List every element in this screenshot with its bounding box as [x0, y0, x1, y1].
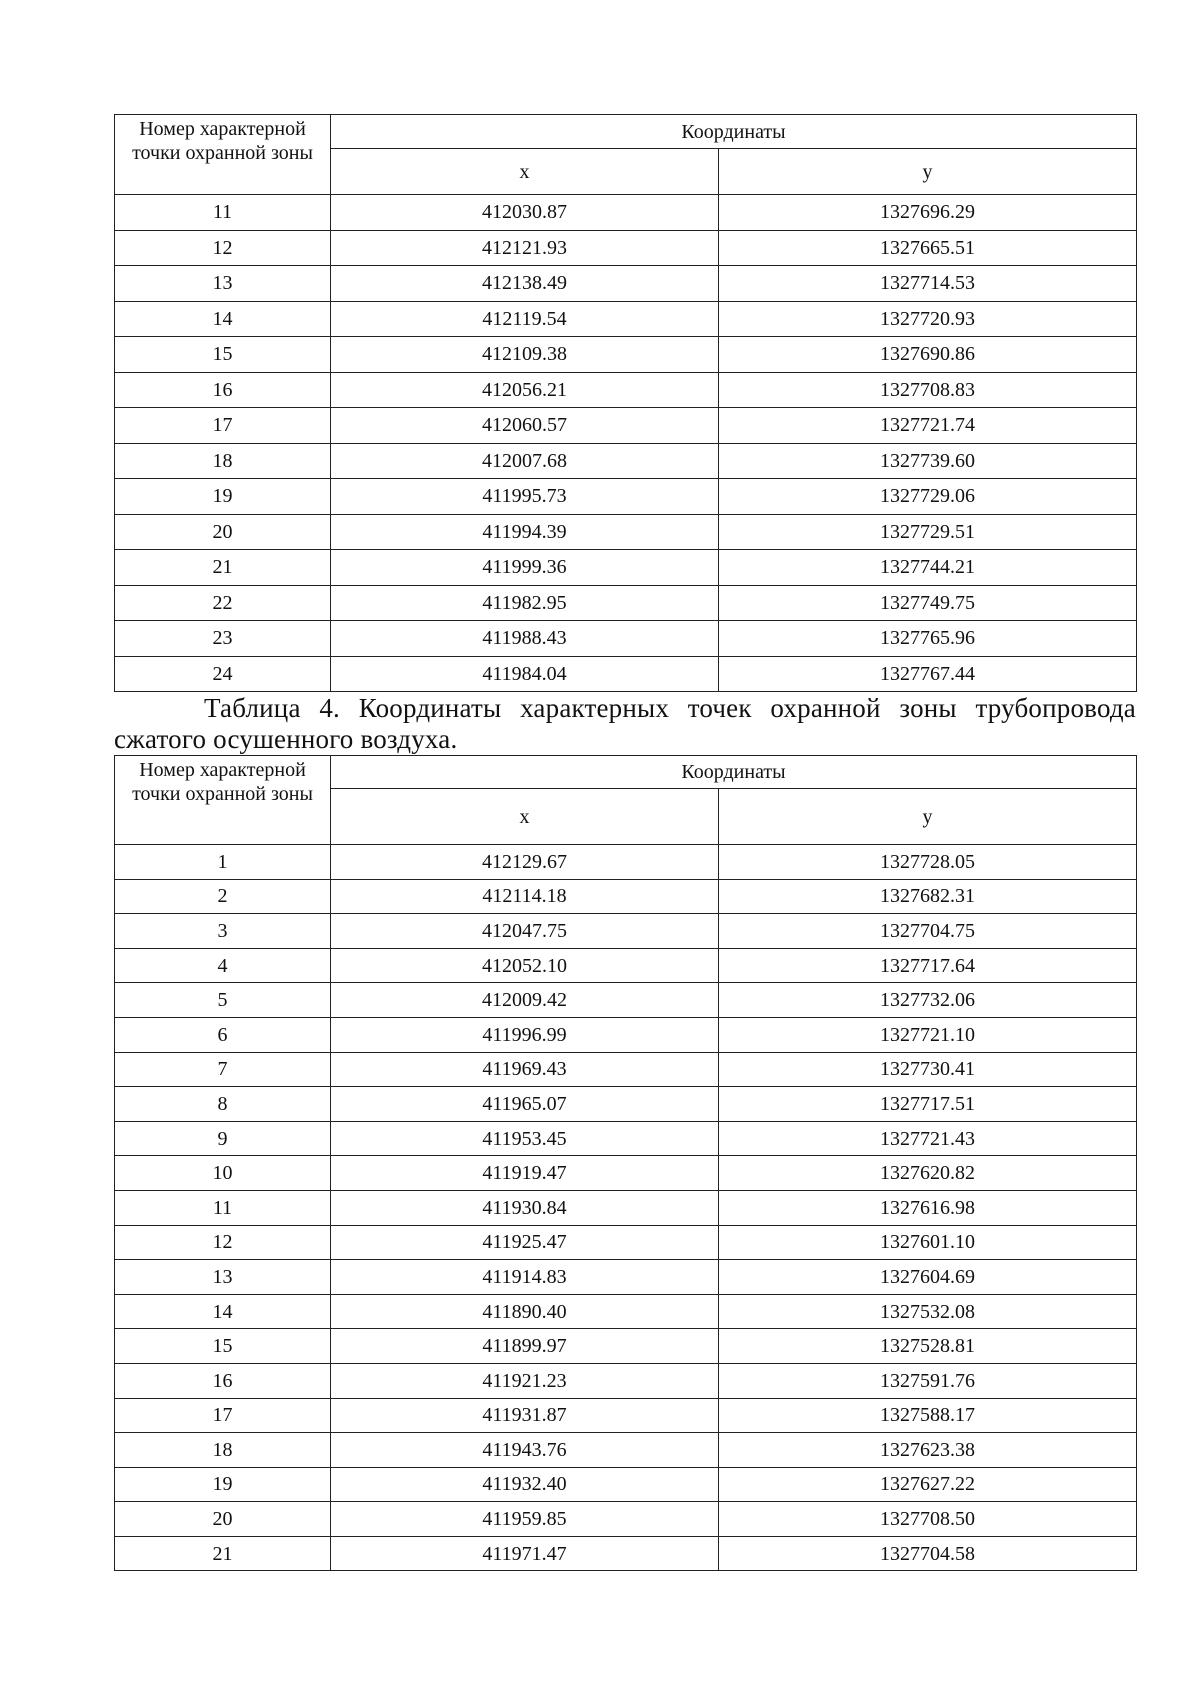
- header-x: x: [331, 789, 719, 845]
- cell-point-number: 5: [115, 983, 331, 1018]
- header-point-number: Номер характерной точки охранной зоны: [115, 115, 331, 195]
- table-caption-text: Таблица 4. Координаты характерных точек охранной зоны трубопровода сжатого осушенного воздуха.: [114, 693, 1136, 754]
- cell-point-number: 14: [115, 301, 331, 337]
- table-row: [115, 266, 1137, 302]
- table-row: [115, 1121, 1137, 1156]
- table-row: [115, 585, 1137, 621]
- cell-point-number: 11: [115, 1190, 331, 1225]
- table-row: [115, 1536, 1137, 1571]
- cell-point-number: 13: [115, 1260, 331, 1295]
- cell-point-number: 1: [115, 845, 331, 880]
- cell-x: 411984.04: [331, 656, 719, 692]
- coordinates-table-continued: [114, 114, 1137, 692]
- table-row: [115, 301, 1137, 337]
- cell-point-number: 20: [115, 514, 331, 550]
- cell-point-number: 17: [115, 1398, 331, 1433]
- cell-x: 412030.87: [331, 195, 719, 231]
- cell-x: 411931.87: [331, 1398, 719, 1433]
- cell-point-number: 3: [115, 914, 331, 949]
- table-header-row: [115, 115, 1137, 149]
- cell-y: 1327704.58: [719, 1536, 1137, 1571]
- cell-x: 412109.38: [331, 337, 719, 373]
- cell-x: 411899.97: [331, 1329, 719, 1364]
- header-x: x: [331, 149, 719, 195]
- table-row: [115, 337, 1137, 373]
- cell-y: 1327690.86: [719, 337, 1137, 373]
- coordinates-table-4: [114, 755, 1137, 1571]
- cell-x: 412119.54: [331, 301, 719, 337]
- cell-y: 1327717.64: [719, 948, 1137, 983]
- cell-x: 411995.73: [331, 479, 719, 515]
- table-row: [115, 845, 1137, 880]
- cell-x: 411890.40: [331, 1294, 719, 1329]
- table-row: [115, 879, 1137, 914]
- cell-point-number: 11: [115, 195, 331, 231]
- table-row: [115, 1156, 1137, 1191]
- cell-x: 411943.76: [331, 1433, 719, 1468]
- table-row: [115, 1398, 1137, 1433]
- table-row: [115, 1467, 1137, 1502]
- table-row: [115, 550, 1137, 586]
- table-row: [115, 1052, 1137, 1087]
- header-y: y: [719, 789, 1137, 845]
- cell-x: 411988.43: [331, 621, 719, 657]
- table-row: [115, 1190, 1137, 1225]
- cell-y: 1327665.51: [719, 230, 1137, 266]
- table-row: [115, 948, 1137, 983]
- cell-x: 412047.75: [331, 914, 719, 949]
- cell-x: 411919.47: [331, 1156, 719, 1191]
- table-row: [115, 1225, 1137, 1260]
- cell-point-number: 14: [115, 1294, 331, 1329]
- cell-x: 411971.47: [331, 1536, 719, 1571]
- cell-y: 1327767.44: [719, 656, 1137, 692]
- table-row: [115, 1329, 1137, 1364]
- cell-x: 411921.23: [331, 1363, 719, 1398]
- cell-point-number: 13: [115, 266, 331, 302]
- cell-y: 1327704.75: [719, 914, 1137, 949]
- header-y: y: [719, 149, 1137, 195]
- cell-point-number: 20: [115, 1502, 331, 1537]
- cell-y: 1327623.38: [719, 1433, 1137, 1468]
- table-row: [115, 1502, 1137, 1537]
- table-row: [115, 621, 1137, 657]
- table-row: [115, 479, 1137, 515]
- cell-point-number: 24: [115, 656, 331, 692]
- table-caption: [114, 693, 1136, 755]
- cell-x: 412114.18: [331, 879, 719, 914]
- cell-point-number: 12: [115, 1225, 331, 1260]
- cell-y: 1327591.76: [719, 1363, 1137, 1398]
- cell-x: 411969.43: [331, 1052, 719, 1087]
- cell-y: 1327765.96: [719, 621, 1137, 657]
- cell-y: 1327720.93: [719, 301, 1137, 337]
- cell-x: 411982.95: [331, 585, 719, 621]
- table-row: [115, 1017, 1137, 1052]
- table-header-row: [115, 756, 1137, 789]
- cell-y: 1327729.06: [719, 479, 1137, 515]
- cell-point-number: 19: [115, 1467, 331, 1502]
- cell-x: 411999.36: [331, 550, 719, 586]
- cell-point-number: 15: [115, 1329, 331, 1364]
- cell-y: 1327744.21: [719, 550, 1137, 586]
- cell-y: 1327732.06: [719, 983, 1137, 1018]
- cell-point-number: 16: [115, 372, 331, 408]
- table-row: [115, 195, 1137, 231]
- cell-point-number: 18: [115, 1433, 331, 1468]
- table-row: [115, 914, 1137, 949]
- table-row: [115, 1433, 1137, 1468]
- cell-y: 1327682.31: [719, 879, 1137, 914]
- cell-x: 411930.84: [331, 1190, 719, 1225]
- cell-y: 1327730.41: [719, 1052, 1137, 1087]
- table-row: [115, 443, 1137, 479]
- cell-y: 1327627.22: [719, 1467, 1137, 1502]
- cell-y: 1327620.82: [719, 1156, 1137, 1191]
- cell-point-number: 2: [115, 879, 331, 914]
- cell-point-number: 18: [115, 443, 331, 479]
- cell-x: 412007.68: [331, 443, 719, 479]
- cell-x: 411996.99: [331, 1017, 719, 1052]
- cell-x: 412060.57: [331, 408, 719, 444]
- cell-x: 412121.93: [331, 230, 719, 266]
- cell-point-number: 22: [115, 585, 331, 621]
- cell-y: 1327729.51: [719, 514, 1137, 550]
- header-point-number: Номер характерной точки охранной зоны: [115, 756, 331, 845]
- cell-y: 1327721.74: [719, 408, 1137, 444]
- cell-y: 1327721.43: [719, 1121, 1137, 1156]
- table-row: [115, 1087, 1137, 1122]
- table-row: [115, 1294, 1137, 1329]
- cell-y: 1327721.10: [719, 1017, 1137, 1052]
- cell-point-number: 15: [115, 337, 331, 373]
- cell-point-number: 7: [115, 1052, 331, 1087]
- cell-x: 412009.42: [331, 983, 719, 1018]
- cell-y: 1327717.51: [719, 1087, 1137, 1122]
- cell-y: 1327601.10: [719, 1225, 1137, 1260]
- table-row: [115, 983, 1137, 1018]
- table-row: [115, 514, 1137, 550]
- cell-y: 1327714.53: [719, 266, 1137, 302]
- cell-point-number: 16: [115, 1363, 331, 1398]
- cell-x: 411994.39: [331, 514, 719, 550]
- cell-point-number: 8: [115, 1087, 331, 1122]
- cell-point-number: 4: [115, 948, 331, 983]
- cell-x: 411953.45: [331, 1121, 719, 1156]
- cell-x: 412138.49: [331, 266, 719, 302]
- cell-y: 1327532.08: [719, 1294, 1137, 1329]
- cell-point-number: 19: [115, 479, 331, 515]
- cell-y: 1327708.50: [719, 1502, 1137, 1537]
- cell-point-number: 21: [115, 1536, 331, 1571]
- cell-y: 1327604.69: [719, 1260, 1137, 1295]
- cell-y: 1327616.98: [719, 1190, 1137, 1225]
- table-row: [115, 408, 1137, 444]
- cell-point-number: 23: [115, 621, 331, 657]
- cell-x: 411932.40: [331, 1467, 719, 1502]
- table-row: [115, 230, 1137, 266]
- cell-x: 412129.67: [331, 845, 719, 880]
- cell-x: 411914.83: [331, 1260, 719, 1295]
- table-row: [115, 372, 1137, 408]
- cell-y: 1327749.75: [719, 585, 1137, 621]
- cell-x: 412052.10: [331, 948, 719, 983]
- cell-point-number: 21: [115, 550, 331, 586]
- cell-x: 411925.47: [331, 1225, 719, 1260]
- cell-point-number: 6: [115, 1017, 331, 1052]
- header-coordinates: Координаты: [331, 756, 1137, 789]
- cell-y: 1327696.29: [719, 195, 1137, 231]
- cell-y: 1327528.81: [719, 1329, 1137, 1364]
- cell-x: 411965.07: [331, 1087, 719, 1122]
- cell-x: 411959.85: [331, 1502, 719, 1537]
- cell-x: 412056.21: [331, 372, 719, 408]
- cell-y: 1327728.05: [719, 845, 1137, 880]
- cell-point-number: 12: [115, 230, 331, 266]
- cell-y: 1327588.17: [719, 1398, 1137, 1433]
- cell-point-number: 17: [115, 408, 331, 444]
- cell-point-number: 10: [115, 1156, 331, 1191]
- table-row: [115, 656, 1137, 692]
- table-row: [115, 1260, 1137, 1295]
- cell-y: 1327708.83: [719, 372, 1137, 408]
- header-coordinates: Координаты: [331, 115, 1137, 149]
- cell-y: 1327739.60: [719, 443, 1137, 479]
- table-row: [115, 1363, 1137, 1398]
- cell-point-number: 9: [115, 1121, 331, 1156]
